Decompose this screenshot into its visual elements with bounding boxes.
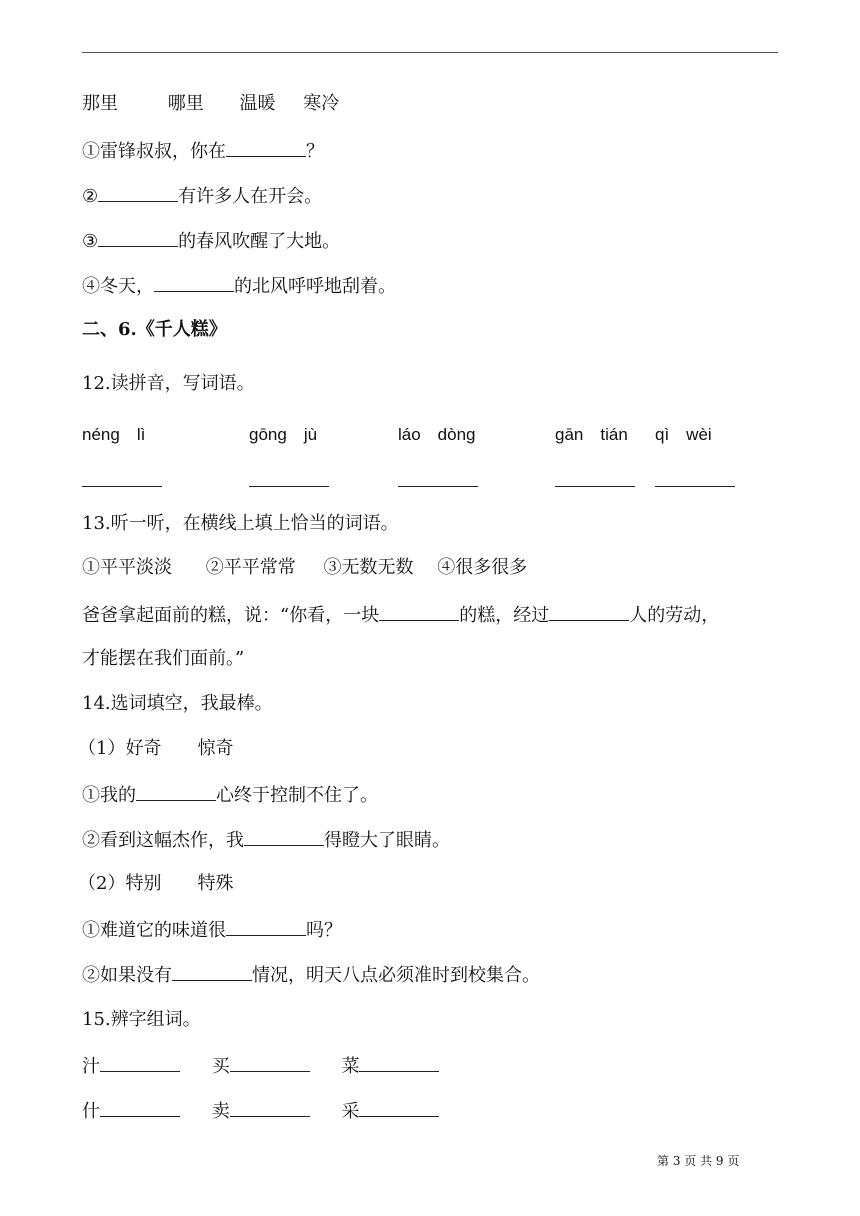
answer-blank[interactable] bbox=[82, 486, 162, 487]
character: 汁 bbox=[82, 1056, 100, 1077]
answer-blank[interactable] bbox=[244, 827, 324, 846]
word-bank-item: 那里 bbox=[82, 93, 118, 114]
q13-paragraph-line-1: 爸爸拿起面前的糕，说：“你看，一块 的糕，经过 人的劳动， bbox=[82, 602, 719, 628]
answer-blank[interactable] bbox=[226, 138, 306, 157]
answer-blank[interactable] bbox=[249, 486, 329, 487]
option: ④很多很多 bbox=[437, 557, 528, 578]
option: ①平平淡淡 bbox=[82, 557, 172, 578]
answer-blank[interactable] bbox=[98, 228, 178, 247]
page-footer: 第 3 页 共 9 页 bbox=[657, 1154, 740, 1168]
answer-blank[interactable] bbox=[98, 183, 178, 202]
q11-sentence-1: ①雷锋叔叔，你在 ？ bbox=[82, 138, 324, 164]
pinyin-4: gān tián bbox=[555, 425, 628, 444]
character: 什 bbox=[82, 1101, 100, 1122]
word-bank-item: 温暖 bbox=[239, 93, 276, 114]
pinyin-1: néng lì bbox=[82, 425, 146, 444]
q11-sentence-3: ③ 的春风吹醒了大地。 bbox=[82, 228, 340, 254]
q15-row-2 bbox=[82, 1098, 439, 1124]
q14-part1-sentence-2: ②看到这幅杰作，我 得瞪大了眼睛。 bbox=[82, 827, 450, 853]
section-title: 二、6.《千人糕》 bbox=[82, 319, 227, 340]
character: 采 bbox=[341, 1101, 360, 1122]
q14-part2-sentence-1: ①难道它的味道很 吗？ bbox=[82, 917, 342, 943]
answer-blank[interactable] bbox=[100, 1053, 180, 1072]
answer-blank[interactable] bbox=[172, 962, 252, 981]
q11-sentence-4: ④冬天， 的北风呼呼地刮着。 bbox=[82, 273, 396, 299]
q14-prompt: 14.选词填空，我最棒。 bbox=[82, 693, 273, 714]
character: 卖 bbox=[211, 1101, 230, 1122]
word-bank-item: 哪里 bbox=[167, 93, 204, 114]
word-bank bbox=[82, 92, 339, 116]
q14-part1-label: （1）好奇 惊奇 bbox=[78, 738, 234, 759]
q14-part1-sentence-1: ①我的 心终于控制不住了。 bbox=[82, 782, 378, 808]
q13-paragraph-line-2: 才能摆在我们面前。” bbox=[82, 648, 245, 669]
q14-part2-sentence-2: ②如果没有 情况，明天八点必须准时到校集合。 bbox=[82, 962, 540, 988]
q13-options bbox=[82, 556, 527, 580]
answer-blank[interactable] bbox=[655, 486, 735, 487]
answer-blank[interactable] bbox=[359, 1053, 439, 1072]
answer-blank[interactable] bbox=[100, 1098, 180, 1117]
answer-blank[interactable] bbox=[379, 602, 459, 621]
character: 菜 bbox=[341, 1056, 360, 1077]
q15-row-1 bbox=[82, 1053, 439, 1079]
answer-blank[interactable] bbox=[230, 1098, 310, 1117]
pinyin-5: qì wèi bbox=[655, 425, 712, 444]
pinyin-3: láo dòng bbox=[398, 425, 476, 444]
header-rule bbox=[82, 52, 778, 53]
answer-blank[interactable] bbox=[226, 917, 306, 936]
word-bank-item: 寒冷 bbox=[303, 93, 340, 114]
q15-prompt: 15.辨字组词。 bbox=[82, 1009, 201, 1030]
answer-blank[interactable] bbox=[136, 782, 216, 801]
answer-blank[interactable] bbox=[549, 602, 629, 621]
answer-blank[interactable] bbox=[359, 1098, 439, 1117]
answer-blank[interactable] bbox=[230, 1053, 310, 1072]
q11-sentence-2: ② 有许多人在开会。 bbox=[82, 183, 322, 209]
pinyin-2: gōng jù bbox=[249, 425, 318, 444]
answer-blank[interactable] bbox=[398, 486, 478, 487]
answer-blank[interactable] bbox=[154, 273, 234, 292]
character: 买 bbox=[211, 1056, 230, 1077]
option: ③无数无数 bbox=[323, 557, 414, 578]
q13-prompt: 13.听一听，在横线上填上恰当的词语。 bbox=[82, 513, 399, 534]
answer-blank[interactable] bbox=[555, 486, 635, 487]
q12-prompt: 12.读拼音，写词语。 bbox=[82, 373, 255, 394]
q14-part2-label: （2）特别 特殊 bbox=[78, 873, 234, 894]
option: ②平平常常 bbox=[205, 557, 296, 578]
